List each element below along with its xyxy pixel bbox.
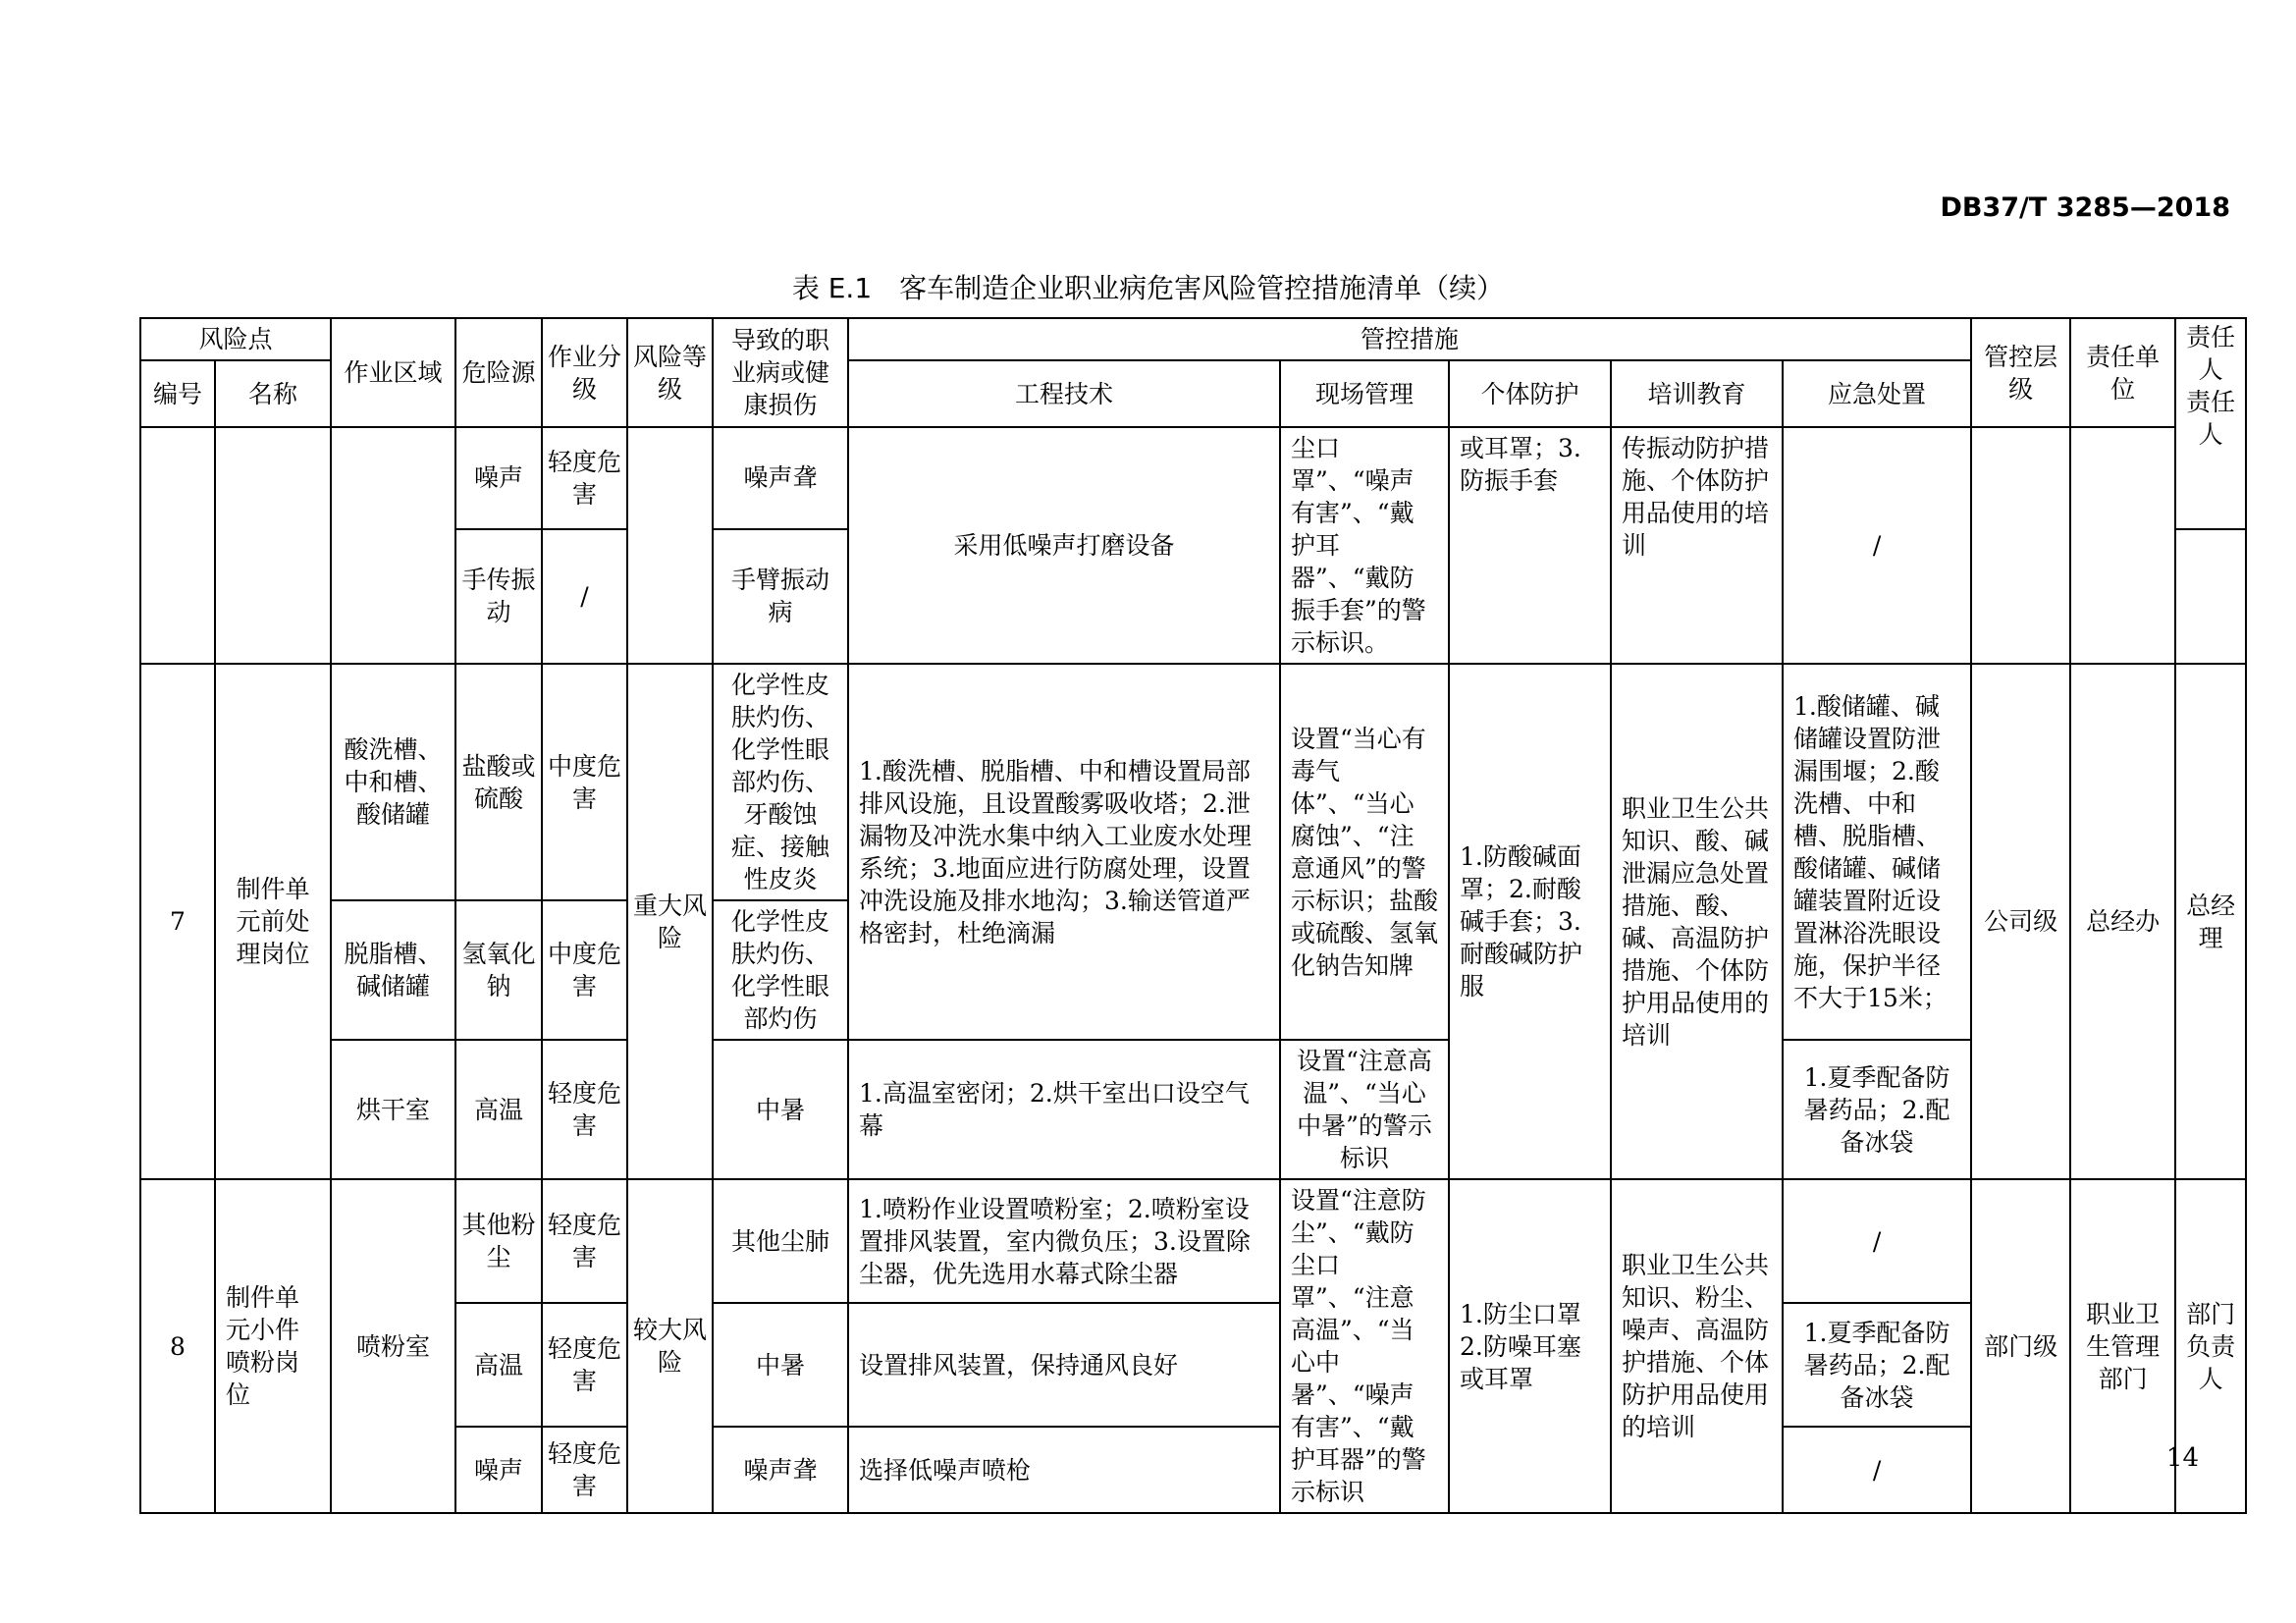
cont-noise-source: 噪声: [455, 427, 542, 529]
header-hazard-source: 危险源: [455, 318, 542, 427]
cont-vibration-source: 手传振动: [455, 529, 542, 664]
header-engineering: 工程技术: [848, 360, 1280, 427]
row-8-dust-emergency: /: [1783, 1179, 1971, 1303]
row-7-no: 7: [140, 664, 215, 1179]
header-row-1: [140, 318, 2246, 360]
cont-vibration-disease: 手臂振动病: [713, 529, 848, 664]
header-risk-point: 风险点: [140, 318, 331, 360]
row-7-drying-engineering: 1.高温室密闭；2.烘干室出口设空气幕: [848, 1040, 1280, 1179]
row-7-control-level: 公司级: [1971, 664, 2070, 1179]
row-7-alkali-disease: 化学性皮肤灼伤、化学性眼部灼伤: [713, 900, 848, 1040]
header-name: 名称: [215, 360, 331, 427]
row-8-dust-engineering: 1.喷粉作业设置喷粉室；2.喷粉室设置排风装置，室内微负压；3.设置除尘器，优先选用水幕式除尘器: [848, 1179, 1280, 1303]
row-8-training: 职业卫生公共知识、粉尘、噪声、高温防护措施、个体防护用品使用的培训: [1611, 1179, 1783, 1513]
cont-area: [331, 427, 455, 664]
cont-emergency: /: [1783, 427, 1971, 664]
row-8-no: 8: [140, 1179, 215, 1513]
row-8-heat-source: 高温: [455, 1303, 542, 1427]
row-7-acid-emergency: 1.酸储罐、碱储罐设置防泄漏围堰；2.酸洗槽、中和槽、脱脂槽、酸储罐、碱储罐装置附近设置淋浴洗眼设施，保护半径不大于15米；: [1783, 664, 1971, 1040]
cont-vibration-grade: /: [542, 529, 627, 664]
cont-no: [140, 427, 215, 664]
risk-control-table: [139, 317, 2247, 1514]
row-8-heat-disease: 中暑: [713, 1303, 848, 1427]
cont-training: 传振动防护措施、个体防护用品使用的培训: [1611, 427, 1783, 664]
row-8-dust-disease: 其他尘肺: [713, 1179, 848, 1303]
header-risk-level: 风险等级: [627, 318, 713, 427]
row-7-drying-emergency: 1.夏季配备防暑药品；2.配备冰袋: [1783, 1040, 1971, 1179]
row-7-acid-source: 盐酸或硫酸: [455, 664, 542, 900]
row-8-resp-person: 部门负责人: [2175, 1179, 2246, 1513]
row-8-risk-level: 较大风险: [627, 1179, 713, 1513]
row-8-dust-source: 其他粉尘: [455, 1179, 542, 1303]
row-7-risk-level: 重大风险: [627, 664, 713, 1179]
row-7-drying-grade: 轻度危害: [542, 1040, 627, 1179]
cont-row-noise: [140, 427, 2246, 529]
row-7-acid-disease: 化学性皮肤灼伤、化学性眼部灼伤、牙酸蚀症、接触性皮炎: [713, 664, 848, 900]
cont-resp-person: 责任人: [2186, 388, 2236, 449]
row-8-dust: [140, 1179, 2246, 1303]
header-no: 编号: [140, 360, 215, 427]
row-7-name: 制件单元前处理岗位: [215, 664, 331, 1179]
row-7-alkali-grade: 中度危害: [542, 900, 627, 1040]
row-8-area: 喷粉室: [331, 1179, 455, 1513]
row-7-training: 职业卫生公共知识、酸、碱泄漏应急处置措施、酸、碱、高温防护措施、个体防护用品使用的培训: [1611, 664, 1783, 1179]
cont-risk-level: [627, 427, 713, 664]
row-8-resp-unit: 职业卫生管理部门: [2070, 1179, 2175, 1513]
row-7-drying-site: 设置“注意高温”、“当心中暑”的警示标识: [1280, 1040, 1449, 1179]
row-8-control-level: 部门级: [1971, 1179, 2070, 1513]
cont-site: 尘口罩”、“噪声有害”、“戴护耳器”、“戴防振手套”的警示标识。: [1280, 427, 1449, 664]
row-7-acid-grade: 中度危害: [542, 664, 627, 900]
header-site-management: 现场管理: [1280, 360, 1449, 427]
row-8-dust-grade: 轻度危害: [542, 1179, 627, 1303]
row-8-noise-emergency: /: [1783, 1427, 1971, 1513]
header-work-grade: 作业分级: [542, 318, 627, 427]
row-7-drying-area: 烘干室: [331, 1040, 455, 1179]
row-8-noise-grade: 轻度危害: [542, 1427, 627, 1513]
row-8-noise-source: 噪声: [455, 1427, 542, 1513]
cont-control-level: [1971, 427, 2070, 664]
row-8-noise-engineering: 选择低噪声喷枪: [848, 1427, 1280, 1513]
page-number: 14: [2165, 1443, 2199, 1473]
row-7-acid-area: 酸洗槽、中和槽、酸储罐: [331, 664, 455, 900]
row-7-resp-unit: 总经办: [2070, 664, 2175, 1179]
row-8-heat-engineering: 设置排风装置，保持通风良好: [848, 1303, 1280, 1427]
row-7-drying-source: 高温: [455, 1040, 542, 1179]
row-8-heat-emergency: 1.夏季配备防暑药品；2.配备冰袋: [1783, 1303, 1971, 1427]
row-7-acid-site: 设置“当心有毒气体”、“当心腐蚀”、“注意通风”的警示标识；盐酸或硫酸、氢氧化钠告知牌: [1280, 664, 1449, 1040]
header-emergency: 应急处置: [1783, 360, 1971, 427]
row-7-acid-engineering: 1.酸洗槽、脱脂槽、中和槽设置局部排风设施，且设置酸雾吸收塔；2.泄漏物及冲洗水集中纳入工业废水处理系统；3.地面应进行防腐处理，设置冲洗设施及排水地沟；3.输送管道严格密封，杜绝滴漏: [848, 664, 1280, 1040]
row-7-ppe: 1.防酸碱面罩；2.耐酸碱手套；3.耐酸碱防护服: [1449, 664, 1611, 1179]
header-control-level: 管控层级: [1971, 318, 2070, 427]
row-7-drying-disease: 中暑: [713, 1040, 848, 1179]
row-8-noise-disease: 噪声聋: [713, 1427, 848, 1513]
row-7-resp-person: 总经理: [2175, 664, 2246, 1179]
cont-ppe: 或耳罩；3.防振手套: [1449, 427, 1611, 664]
row-7-alkali-area: 脱脂槽、碱储罐: [331, 900, 455, 1040]
row-8-heat-grade: 轻度危害: [542, 1303, 627, 1427]
row-8-ppe: 1.防尘口罩2.防噪耳塞或耳罩: [1449, 1179, 1611, 1513]
header-resp-unit: 责任单位: [2070, 318, 2175, 427]
row-8-heat: [140, 1303, 2246, 1427]
row-8-noise: [140, 1427, 2246, 1513]
row-7-drying: [140, 1040, 2246, 1179]
header-training: 培训教育: [1611, 360, 1783, 427]
cont-resp-unit: [2070, 427, 2175, 664]
header-work-area: 作业区域: [331, 318, 455, 427]
row-8-name: 制件单元小件喷粉岗位: [215, 1179, 331, 1513]
cont-engineering: 采用低噪声打磨设备: [848, 427, 1280, 664]
cont-resp-person-blank: [2175, 529, 2246, 664]
header-disease: 导致的职业病或健康损伤: [713, 318, 848, 427]
header-control-measures: 管控措施: [848, 318, 1971, 360]
cont-noise-grade: 轻度危害: [542, 427, 627, 529]
header-resp-person-text: 责任人: [2186, 323, 2236, 384]
row-8-site: 设置“注意防尘”、“戴防尘口罩”、“注意高温”、“当心中暑”、“噪声有害”、“戴护耳器”的警示标识: [1280, 1179, 1449, 1513]
cont-name: [215, 427, 331, 664]
row-7-acid: [140, 664, 2246, 900]
cont-noise-disease: 噪声聋: [713, 427, 848, 529]
document-code: DB37/T 3285—2018: [1940, 192, 2230, 223]
header-ppe: 个体防护: [1449, 360, 1611, 427]
row-7-alkali-source: 氢氧化钠: [455, 900, 542, 1040]
header-resp-person: [2175, 318, 2246, 529]
table-title: 表 E.1 客车制造企业职业病危害风险管控措施清单（续）: [791, 272, 1505, 304]
